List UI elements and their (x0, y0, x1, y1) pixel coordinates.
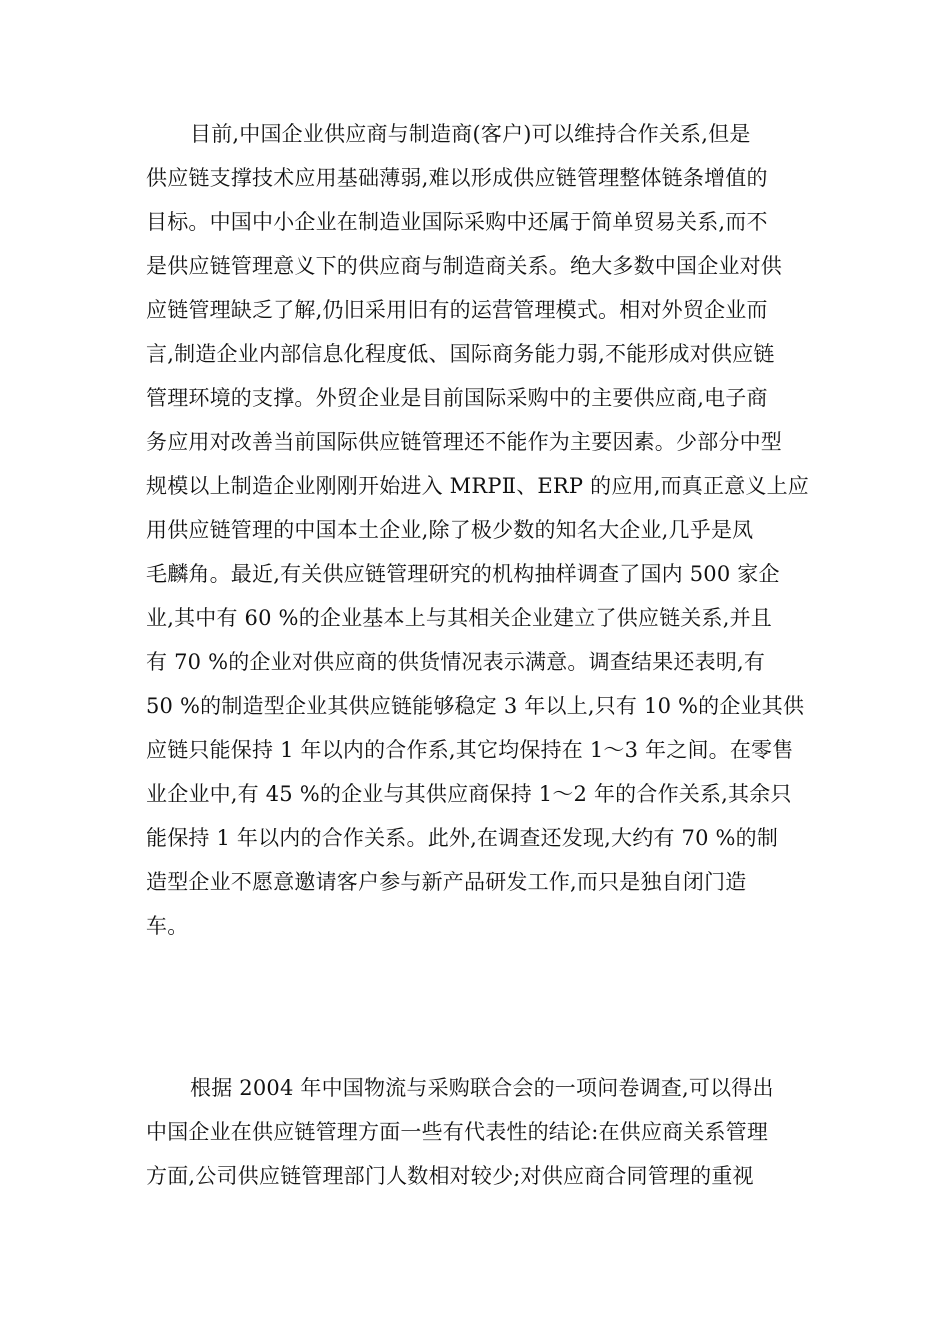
paragraph-line: 车。 (146, 914, 189, 938)
paragraph-line: 是供应链管理意义下的供应商与制造商关系。绝大多数中国企业对供 (146, 254, 782, 278)
paragraph-line: 应链只能保持 1 年以内的合作系,其它均保持在 1～3 年之间。在零售 (146, 738, 794, 762)
paragraph-line: 应链管理缺乏了解,仍旧采用旧有的运营管理模式。相对外贸企业而 (146, 298, 768, 322)
paragraph-line: 供应链支撑技术应用基础薄弱,难以形成供应链管理整体链条增值的 (146, 166, 768, 190)
paragraph-2 (146, 1066, 809, 1198)
paragraph-line: 有 70 %的企业对供应商的供货情况表示满意。调查结果还表明,有 (146, 650, 766, 674)
paragraph-line: 目前,中国企业供应商与制造商(客户)可以维持合作关系,但是 (190, 122, 751, 146)
paragraph-line: 能保持 1 年以内的合作关系。此外,在调查还发现,大约有 70 %的制 (146, 826, 779, 850)
paragraph-line: 根据 2004 年中国物流与采购联合会的一项问卷调查,可以得出 (190, 1076, 774, 1100)
paragraph-line: 用供应链管理的中国本土企业,除了极少数的知名大企业,几乎是凤 (146, 518, 754, 542)
paragraph-line: 50 %的制造型企业其供应链能够稳定 3 年以上,只有 10 %的企业其供 (146, 694, 805, 718)
paragraph-1 (146, 112, 809, 948)
paragraph-line: 言,制造企业内部信息化程度低、国际商务能力弱,不能形成对供应链 (146, 342, 775, 366)
paragraph-line: 目标。中国中小企业在制造业国际采购中还属于简单贸易关系,而不 (146, 210, 768, 234)
paragraph-line: 务应用对改善当前国际供应链管理还不能作为主要因素。少部分中型 (146, 430, 782, 454)
paragraph-line: 管理环境的支撑。外贸企业是目前国际采购中的主要供应商,电子商 (146, 386, 768, 410)
paragraph-line: 造型企业不愿意邀请客户参与新产品研发工作,而只是独自闭门造 (146, 870, 747, 894)
paragraph-line: 毛麟角。最近,有关供应链管理研究的机构抽样调查了国内 500 家企 (146, 562, 780, 586)
paragraph-line: 中国企业在供应链管理方面一些有代表性的结论:在供应商关系管理 (146, 1120, 769, 1144)
paragraph-line: 规模以上制造企业刚刚开始进入 MRPⅡ、ERP 的应用,而真正意义上应 (146, 474, 809, 498)
paragraph-line: 业企业中,有 45 %的企业与其供应商保持 1～2 年的合作关系,其余只 (146, 782, 792, 806)
paragraph-line: 业,其中有 60 %的企业基本上与其相关企业建立了供应链关系,并且 (146, 606, 772, 630)
paragraph-line: 方面,公司供应链管理部门人数相对较少;对供应商合同管理的重视 (146, 1164, 754, 1188)
